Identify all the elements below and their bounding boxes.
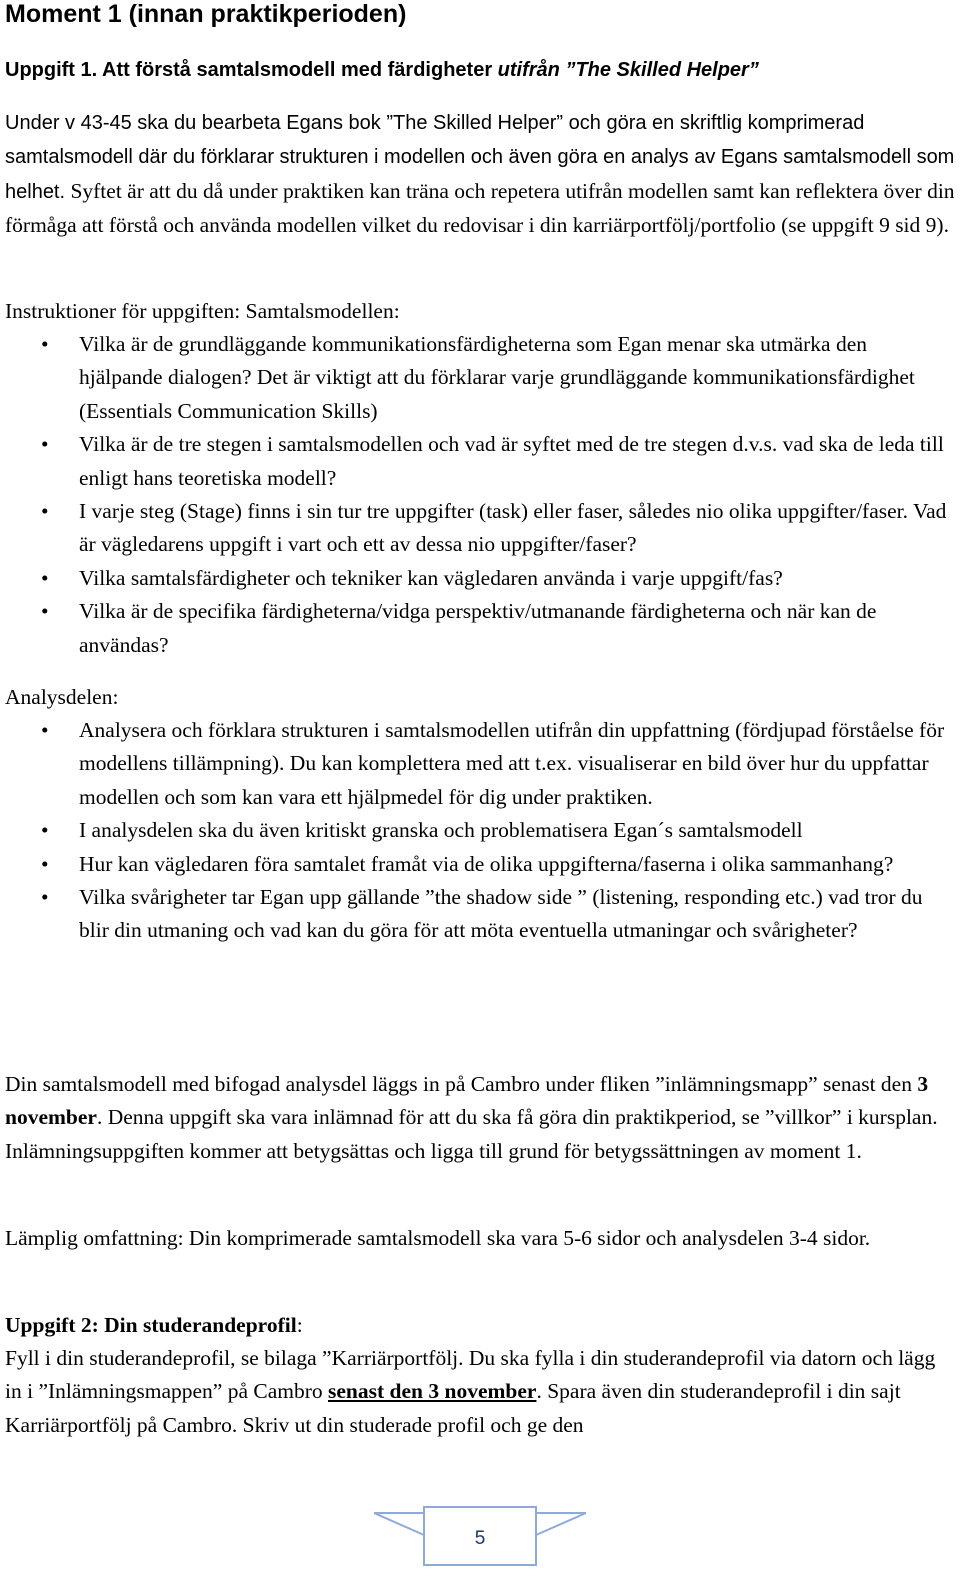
submission-paragraph	[5, 1068, 955, 1168]
analysis-item: • I analysdelen ska du även kritiskt granska och problematisera Egan´s samtalsmodell	[5, 814, 955, 847]
analysis-heading: Analysdelen:	[5, 685, 119, 709]
task2-title	[5, 1309, 955, 1342]
task2-body	[5, 1342, 955, 1442]
task1-intro	[5, 106, 955, 243]
instruction-item: • Vilka är de tre stegen i samtalsmodellen och vad är syftet med de tre stegen d.v.s. vad ska de leda till enligt hans teoretiska modell?	[5, 428, 955, 495]
submission-deadline: 3 november	[5, 1072, 929, 1130]
page-number: 5	[474, 1528, 486, 1549]
instructions-list	[5, 328, 955, 662]
task1-intro-part1: Under v 43-45 ska du bearbeta Egans bok ”The Skilled Helper” och göra en skriftlig komprimerad samtalsmodell där du förklarar strukturen i modellen och även göra en analys av Egans samtalsmodell som helhet.	[5, 112, 955, 203]
analysis-item: • Vilka svårigheter tar Egan upp gällande ”the shadow side ” (listening, responding etc.) vad tror du blir din utmaning och vad kan du göra för att möta eventuella utmaningar och svårigheter?	[5, 881, 955, 948]
instruction-item: • I varje steg (Stage) finns i sin tur tre uppgifter (task) eller faser, således nio olika uppgifter/faser. Vad är vägledarens uppgift i vart och ett av dessa nio uppgifter/faser?	[5, 495, 955, 562]
task2-deadline: senast den 3 november	[328, 1379, 537, 1404]
scope-paragraph: Lämplig omfattning: Din komprimerade samtalsmodell ska vara 5-6 sidor och analysdelen 3-4 sidor.	[5, 1226, 871, 1250]
task2-body-start: Fyll i din studerandeprofil, se bilaga ”Karriärportfölj. Du ska fylla i din studerandeprofil via datorn och lägg in i ”Inlämningsmappen” på Cambro	[5, 1346, 936, 1404]
analysis-item: • Analysera och förklara strukturen i samtalsmodellen utifrån din uppfattning (fördjupad förståelse för modellens tillämpning). Du kan komplettera med att t.ex. visualiserar en bild över hur du uppfattar modellen och som kan vara ett hjälpmedel för dig under praktiken.	[5, 714, 955, 814]
instructions-heading: Instruktioner för uppgiften: Samtalsmodellen:	[5, 299, 400, 323]
analysis-list	[5, 714, 955, 948]
task1-title-prefix: Uppgift 1. Att förstå samtalsmodell med färdigheter	[5, 59, 498, 81]
page-number-footer	[372, 1505, 588, 1567]
task2-body-end: . Spara även din studerandeprofil i din sajt Karriärportfölj på Cambro. Skriv ut din studerade profil och ge den	[5, 1379, 901, 1437]
task1-title	[5, 54, 955, 87]
task2-title-colon: :	[296, 1313, 303, 1337]
submission-text-start: Din samtalsmodell med bifogad analysdel läggs in på Cambro under fliken ”inlämningsmapp” senast den	[5, 1072, 918, 1096]
section-heading: Moment 1 (innan praktikperioden)	[5, 0, 407, 28]
submission-text-end: . Denna uppgift ska vara inlämnad för att du ska få göra din praktikperiod, se ”villkor” i kursplan. Inlämningsuppgiften kommer att betygsättas och ligga till grund för betygssättningen av moment 1.	[5, 1105, 938, 1163]
instruction-item: • Vilka är de specifika färdigheterna/vidga perspektiv/utmanande färdigheterna och när kan de användas?	[5, 595, 955, 662]
task1-intro-part2: Syftet är att du då under praktiken kan träna och repetera utifrån modellen samt kan reflektera över din förmåga att förstå och använda modellen vilket du redovisar i din karriärportfölj/portfolio (se uppgift 9 sid 9).	[5, 178, 955, 238]
instruction-item: • Vilka är de grundläggande kommunikationsfärdigheterna som Egan menar ska utmärka den hjälpande dialogen? Det är viktigt att du förklarar varje grundläggande kommunikationsfärdighet (Essentials Communication Skills)	[5, 328, 955, 428]
instruction-item: • Vilka samtalsfärdigheter och tekniker kan vägledaren använda i varje uppgift/fas?	[5, 562, 955, 595]
analysis-item: • Hur kan vägledaren föra samtalet framåt via de olika uppgifterna/faserna i olika sammanhang?	[5, 848, 955, 881]
task1-title-italic: utifrån ”The Skilled Helper”	[497, 59, 759, 81]
task2-title-text: Uppgift 2: Din studerandeprofil	[5, 1313, 297, 1337]
